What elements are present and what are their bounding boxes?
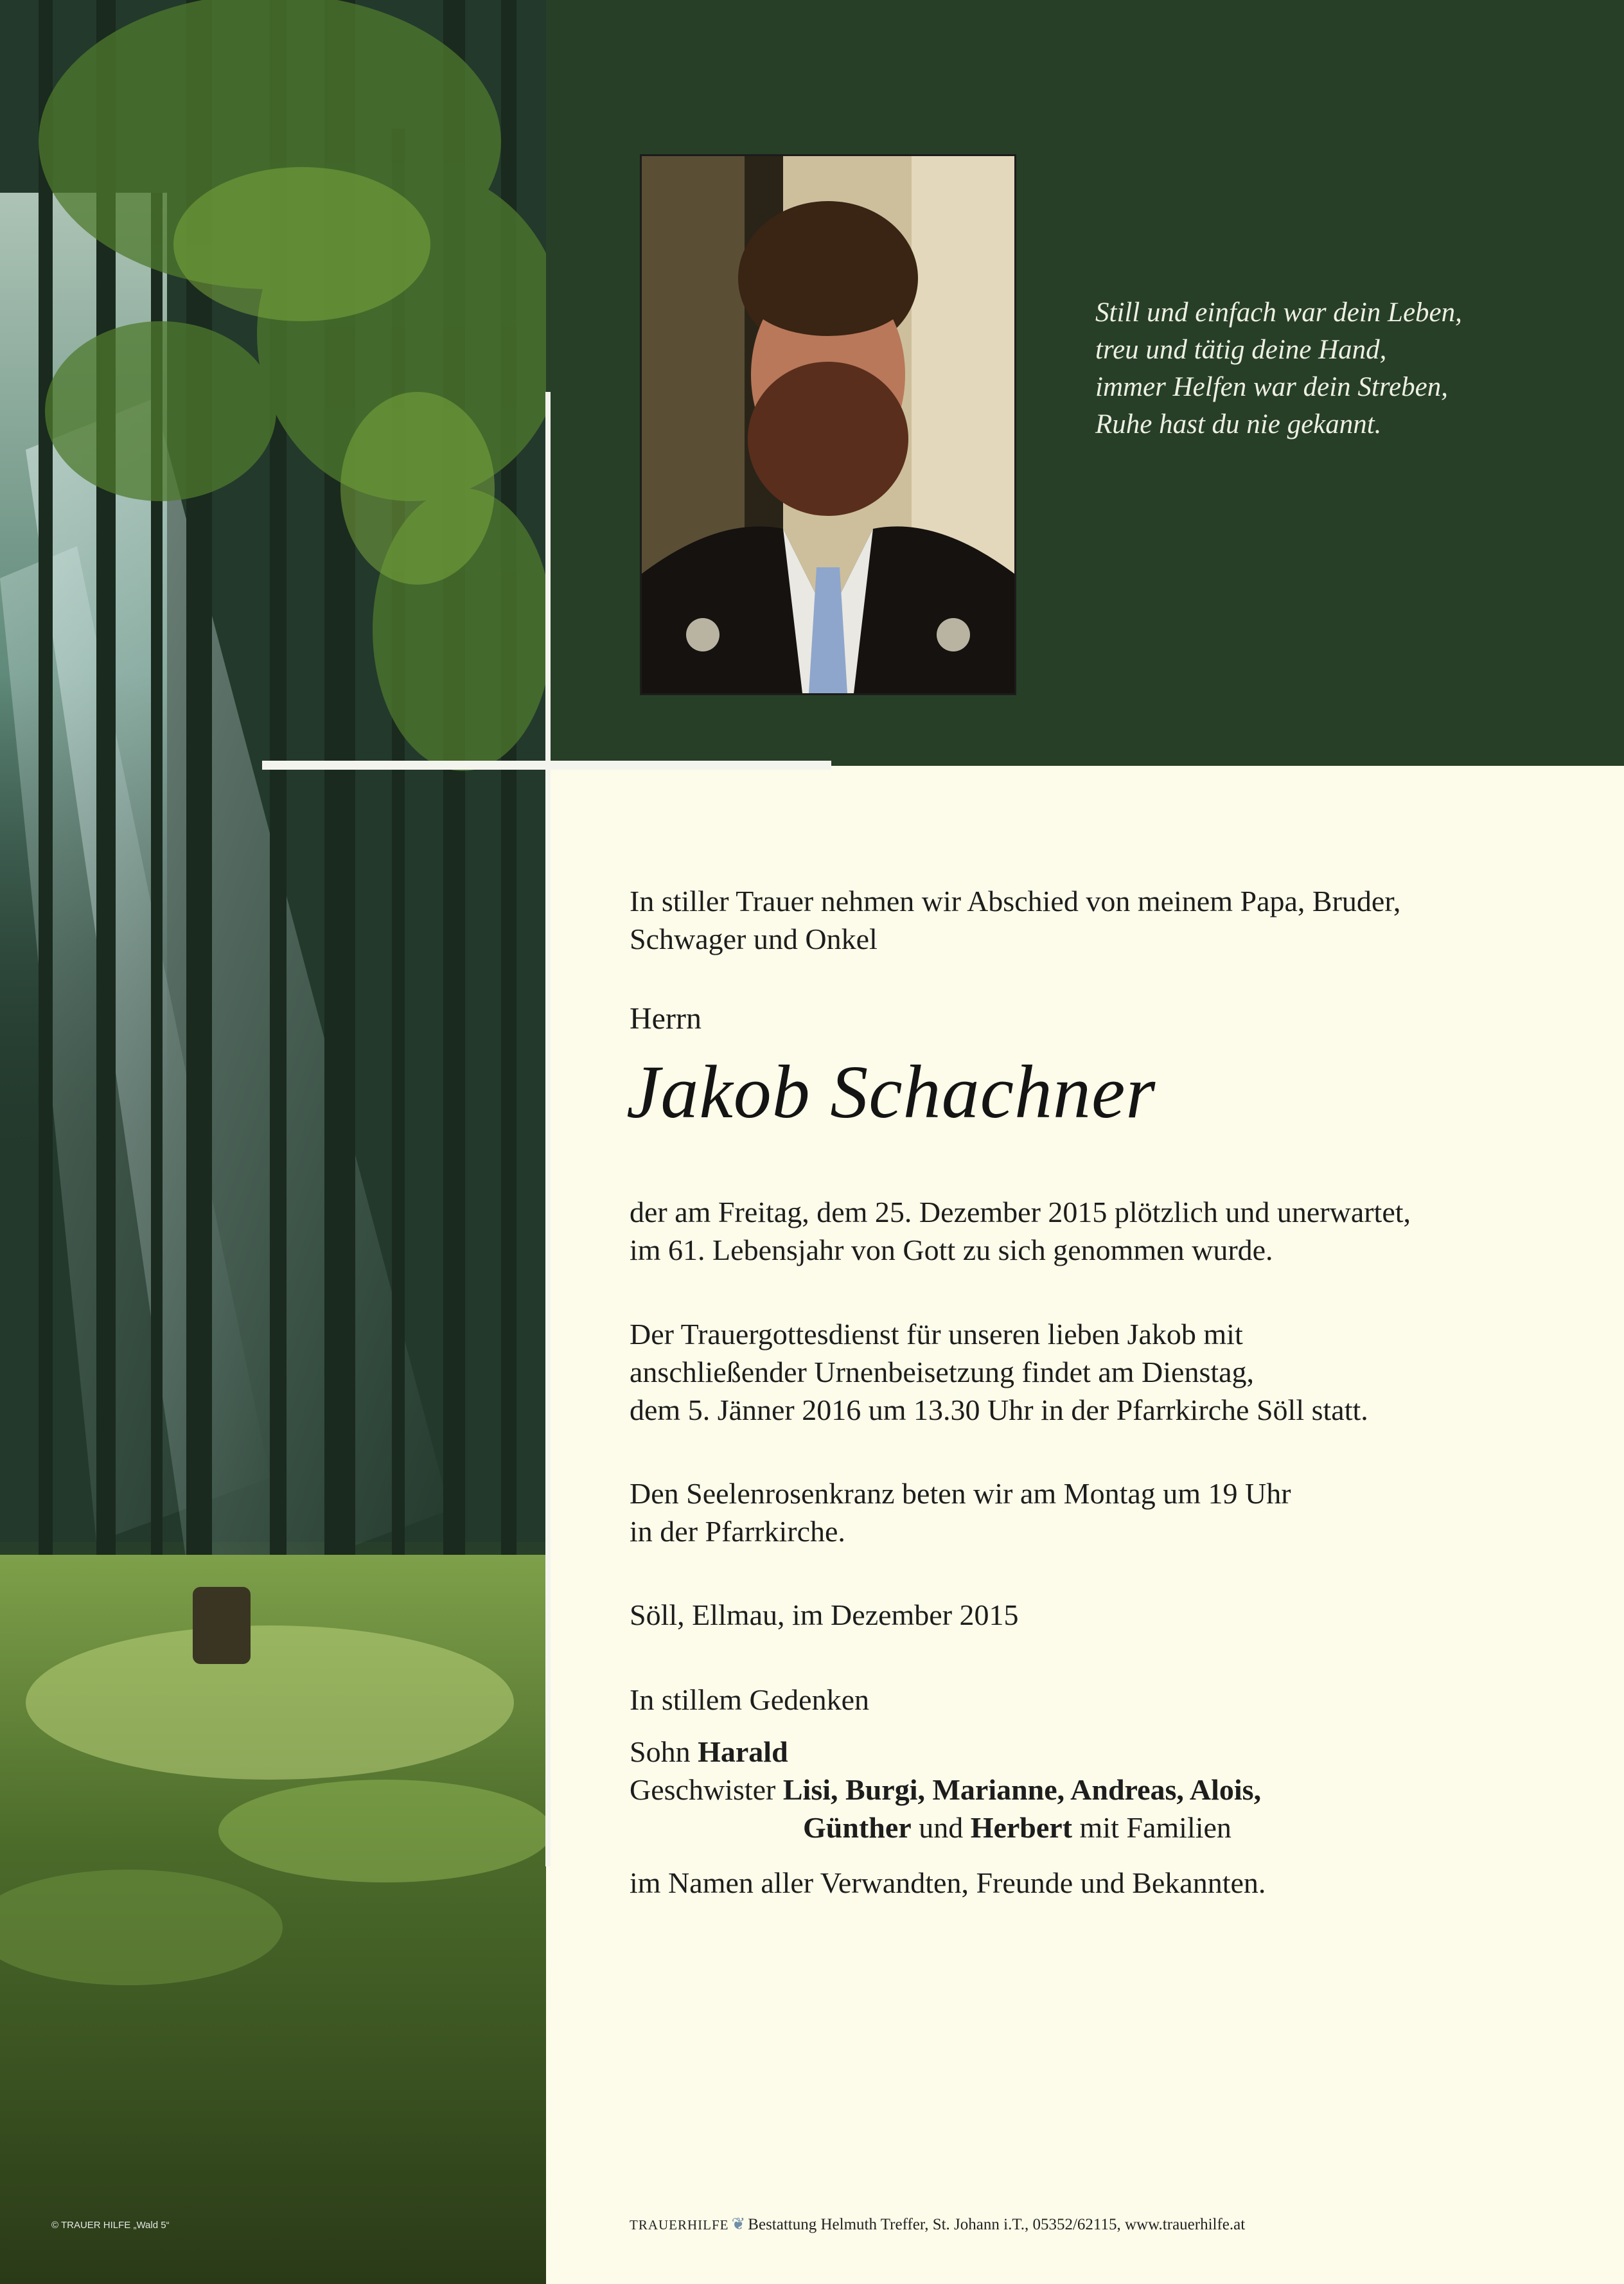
leaf-icon: ❦ <box>731 2215 746 2233</box>
rosary-line: Den Seelenrosenkranz beten wir am Montag um 19 Uhr <box>630 1477 1291 1510</box>
death-notice-line: im 61. Lebensjahr von Gott zu sich genommen wurde. <box>630 1234 1273 1266</box>
remembrance-text: In stillem Gedenken <box>630 1683 870 1716</box>
siblings-und: und <box>911 1811 971 1844</box>
portrait-photo <box>640 154 1016 695</box>
poem-line: Ruhe hast du nie gekannt. <box>1095 409 1382 439</box>
footer-text: Bestattung Helmuth Treffer, St. Johann i.T., 05352/62115, www.trauerhilfe.at <box>748 2216 1246 2233</box>
place-date-text: Söll, Ellmau, im Dezember 2015 <box>630 1598 1019 1631</box>
siblings-line-2 <box>630 1809 1261 1846</box>
image-credit: © TRAUER HILFE „Wald 5“ <box>51 2220 170 2231</box>
intro-line: Schwager und Onkel <box>630 923 878 955</box>
mourners-list <box>630 1733 1261 1846</box>
siblings-names: Lisi, Burgi, Marianne, Andreas, Alois, <box>782 1773 1262 1806</box>
footer <box>630 2215 1245 2234</box>
son-line <box>630 1733 1261 1771</box>
forest-photo <box>0 0 546 2284</box>
footer-brand: TRAUERHILFE <box>630 2217 729 2233</box>
closing <box>630 1864 1266 1902</box>
intro-text <box>630 882 1400 958</box>
poem-line: treu und tätig deine Hand, <box>1095 335 1387 365</box>
cross-horizontal-bar <box>262 761 831 770</box>
deceased-name: Jakob Schachner <box>626 1050 1156 1134</box>
remembrance <box>630 1681 869 1719</box>
funeral-service <box>630 1315 1368 1429</box>
rosary-notice <box>630 1474 1291 1550</box>
siblings-suffix: mit Familien <box>1072 1811 1231 1844</box>
death-notice <box>630 1193 1411 1269</box>
poem-line: immer Helfen war dein Streben, <box>1095 372 1448 402</box>
death-notice-line: der am Freitag, dem 25. Dezember 2015 plötzlich und unerwartet, <box>630 1196 1411 1228</box>
memorial-poem <box>1095 294 1584 443</box>
son-label: Sohn <box>630 1735 698 1768</box>
cross-vertical-bar <box>545 392 551 1866</box>
sibling-name-herbert: Herbert <box>970 1811 1073 1844</box>
service-line: anschließender Urnenbeisetzung findet am Dienstag, <box>630 1356 1255 1388</box>
place-date <box>630 1596 1019 1634</box>
intro-line: In stiller Trauer nehmen wir Abschied von meinem Papa, Bruder, <box>630 885 1401 917</box>
siblings-line <box>630 1771 1261 1809</box>
service-line: dem 5. Jänner 2016 um 13.30 Uhr in der Pfarrkirche Söll statt. <box>630 1394 1368 1426</box>
sibling-name-guenther: Günther <box>803 1811 912 1844</box>
poem-line: Still und einfach war dein Leben, <box>1095 297 1462 328</box>
portrait-illustration <box>642 156 1014 693</box>
salutation: Herrn <box>630 1002 702 1036</box>
rosary-line: in der Pfarrkirche. <box>630 1515 845 1548</box>
forest-illustration <box>0 0 546 2284</box>
service-line: Der Trauergottesdienst für unseren lieben Jakob mit <box>630 1318 1243 1350</box>
siblings-label: Geschwister <box>630 1773 783 1806</box>
closing-text: im Namen aller Verwandten, Freunde und Bekannten. <box>630 1866 1266 1899</box>
son-name: Harald <box>698 1735 788 1768</box>
